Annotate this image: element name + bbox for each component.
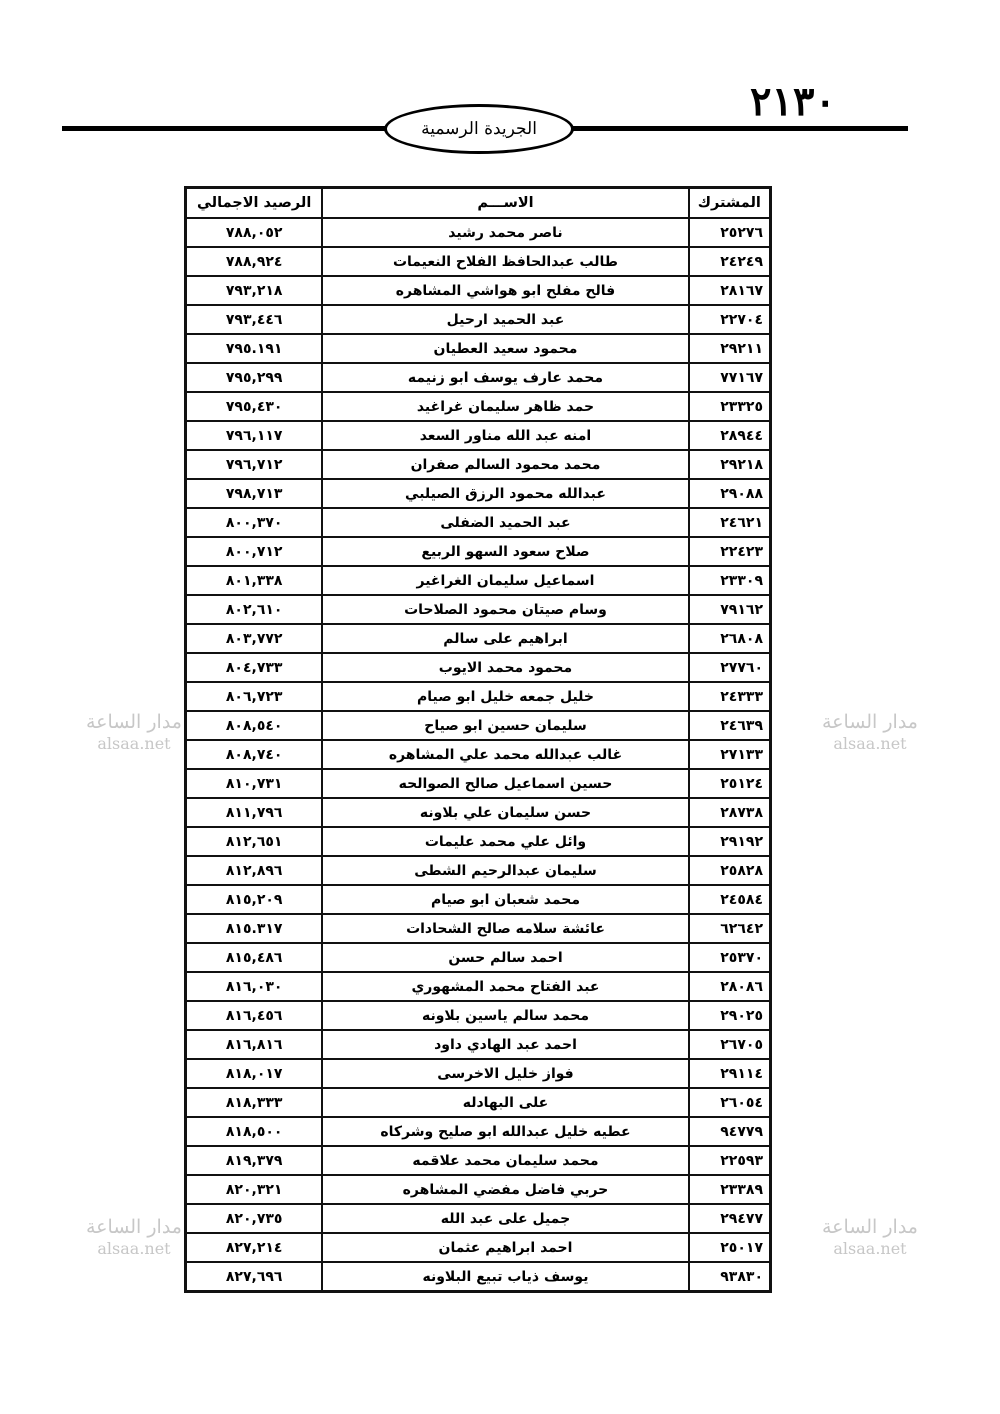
table-row [186,566,770,595]
subscriber-number: ٢٦٨٠٨ [689,624,770,653]
subscriber-number: ٢٥٨٢٨ [689,856,770,885]
subscriber-name: وسام صيتان محمود الصلاحات [322,595,688,624]
total-balance: ٨١٨,٣٣٣ [186,1088,322,1117]
subscriber-name: صلاح سعود السهو الربيع [322,537,688,566]
table-row [186,827,770,856]
subscriber-name: عبد الحميد ارحيل [322,305,688,334]
subscriber-number: ٢٧٧٦٠ [689,653,770,682]
total-balance: ٨١٦,٤٥٦ [186,1001,322,1030]
total-balance: ٧٨٨,٠٥٢ [186,218,322,247]
total-balance: ٨١٥.٣١٧ [186,914,322,943]
watermark-left-bottom [86,1216,182,1260]
subscriber-number: ٢٤٥٨٤ [689,885,770,914]
header-subscriber: المشترك [689,188,770,218]
subscriber-number: ٢٥٣٧٠ [689,943,770,972]
total-balance: ٨٢٠,٧٣٥ [186,1204,322,1233]
total-balance: ٨١٢,٦٥١ [186,827,322,856]
table-row [186,305,770,334]
subscriber-number: ٢٥٠١٧ [689,1233,770,1262]
table-row [186,479,770,508]
subscriber-number: ٢٣٣٨٩ [689,1175,770,1204]
total-balance: ٨١٩,٣٧٩ [186,1146,322,1175]
subscriber-name: عائشة سلامه صالح الشحادات [322,914,688,943]
subscriber-name: ابراهيم على سالم [322,624,688,653]
subscriber-name: امنه عبد الله مناور السعد [322,421,688,450]
table-row [186,1233,770,1262]
table-row [186,1059,770,1088]
subscriber-name: محمد محمود السالم صفران [322,450,688,479]
subscriber-number: ٢٥١٢٤ [689,769,770,798]
watermark-right-top [822,711,918,755]
subscriber-name: جميل على عبد الله [322,1204,688,1233]
total-balance: ٧٩٥,٤٣٠ [186,392,322,421]
table-row [186,1117,770,1146]
subscriber-name: محمود سعيد العطيان [322,334,688,363]
total-balance: ٨١٨,٥٠٠ [186,1117,322,1146]
total-balance: ٧٨٨,٩٢٤ [186,247,322,276]
subscriber-name: احمد ابراهيم عثمان [322,1233,688,1262]
table-row [186,740,770,769]
total-balance: ٨٠٨,٥٤٠ [186,711,322,740]
subscriber-number: ٢٥٢٧٦ [689,218,770,247]
table-row [186,450,770,479]
table-row [186,247,770,276]
table-row [186,421,770,450]
subscriber-number: ٢٩٢١٨ [689,450,770,479]
total-balance: ٨١٦,٨١٦ [186,1030,322,1059]
table-row [186,1146,770,1175]
subscriber-name: وائل علي محمد عليمات [322,827,688,856]
subscriber-number: ٢٩٢١١ [689,334,770,363]
table-row [186,653,770,682]
watermark-english: alsaa.net [97,734,171,753]
header-balance: الرصيد الاجمالي [186,188,322,218]
subscriber-name: محمد سليمان محمد علاقمه [322,1146,688,1175]
table-row [186,1030,770,1059]
table-row [186,363,770,392]
table-row [186,334,770,363]
subscriber-number: ٢٩١٩٢ [689,827,770,856]
watermark-english: alsaa.net [97,1239,171,1258]
subscriber-number: ٢٩٠٨٨ [689,479,770,508]
subscriber-name: سليمان عبدالرحيم الشطى [322,856,688,885]
total-balance: ٨٢٠,٣٢١ [186,1175,322,1204]
subscriber-number: ٢٩٤٧٧ [689,1204,770,1233]
total-balance: ٨٠٠,٣٧٠ [186,508,322,537]
table-row [186,276,770,305]
table-row [186,537,770,566]
table-body [186,218,770,1291]
subscriber-name: محمد سالم ياسين بلاونه [322,1001,688,1030]
subscriber-number: ٢٨٩٤٤ [689,421,770,450]
table-row [186,914,770,943]
subscriber-number: ٧٩١٦٢ [689,595,770,624]
subscriber-number: ٢٢٧٠٤ [689,305,770,334]
subscriber-name: فالح مفلح ابو هواشي المشاهره [322,276,688,305]
subscriber-number: ٢٤٣٣٣ [689,682,770,711]
subscriber-name: عبد الحميد الضفلى [322,508,688,537]
subscriber-name: عطيه خليل عبدالله ابو صليح وشركاه [322,1117,688,1146]
total-balance: ٨٠٢,٦١٠ [186,595,322,624]
table-row [186,1262,770,1291]
subscriber-name: عبد الفتاح محمد المشهوري [322,972,688,1001]
subscriber-number: ٢٣٣٠٩ [689,566,770,595]
watermark-arabic: مدار الساعة [822,1216,918,1238]
total-balance: ٨١٢,٨٩٦ [186,856,322,885]
subscriber-number: ٢٢٤٢٣ [689,537,770,566]
subscriber-name: حسين اسماعيل صالح الصوالحه [322,769,688,798]
subscriber-number: ٢٦٠٥٤ [689,1088,770,1117]
total-balance: ٧٩٣,٤٤٦ [186,305,322,334]
subscriber-name: احمد عبد الهادي داود [322,1030,688,1059]
subscriber-name: احمد سالم حسن [322,943,688,972]
watermark-english: alsaa.net [833,734,907,753]
subscriber-number: ٢٨٠٨٦ [689,972,770,1001]
table-row [186,769,770,798]
total-balance: ٨١٥,٤٨٦ [186,943,322,972]
watermark-right-bottom [822,1216,918,1260]
table-row [186,508,770,537]
subscriber-name: غالب عبدالله محمد علي المشاهره [322,740,688,769]
subscriber-number: ٢٤٦٣٩ [689,711,770,740]
table-row [186,1088,770,1117]
subscriber-name: فواز خليل الاخرسى [322,1059,688,1088]
subscriber-number: ٢٩٠٢٥ [689,1001,770,1030]
total-balance: ٨٢٧,٦٩٦ [186,1262,322,1291]
table-row [186,856,770,885]
subscriber-name: حمد ظاهر سليمان غراغيد [322,392,688,421]
total-balance: ٧٩٥,٢٩٩ [186,363,322,392]
subscriber-number: ٧٧١٦٧ [689,363,770,392]
subscriber-number: ٢٦٧٠٥ [689,1030,770,1059]
subscriber-number: ٢٤٢٤٩ [689,247,770,276]
subscriber-name: محمد شعبان ابو صيام [322,885,688,914]
total-balance: ٨١١,٧٩٦ [186,798,322,827]
subscriber-name: على البهادله [322,1088,688,1117]
subscriber-number: ٢٤٦٢١ [689,508,770,537]
total-balance: ٧٩٦,٧١٢ [186,450,322,479]
table-row [186,798,770,827]
table-row [186,943,770,972]
subscriber-number: ٢٩١١٤ [689,1059,770,1088]
table-row [186,1204,770,1233]
subscriber-name: خليل جمعه خليل ابو صيام [322,682,688,711]
table-row [186,392,770,421]
subscriber-name: ناصر محمد رشيد [322,218,688,247]
table-row [186,1001,770,1030]
watermark-left-top [86,711,182,755]
total-balance: ٧٩٣,٢١٨ [186,276,322,305]
subscriber-name: يوسف ذياب تبيع البلاونه [322,1262,688,1291]
subscriber-number: ٢٣٣٢٥ [689,392,770,421]
subscriber-number: ٢٨١٦٧ [689,276,770,305]
table-row [186,711,770,740]
subscriber-name: سليمان حسين ابو صياح [322,711,688,740]
table-row [186,1175,770,1204]
publication-title: الجريدة الرسمية [384,104,574,154]
total-balance: ٧٩٥.١٩١ [186,334,322,363]
total-balance: ٨٠٨,٧٤٠ [186,740,322,769]
watermark-arabic: مدار الساعة [86,711,182,733]
total-balance: ٧٩٨,٧١٣ [186,479,322,508]
table-row [186,682,770,711]
table-header-row [186,188,770,218]
watermark-english: alsaa.net [833,1239,907,1258]
table-row [186,972,770,1001]
header-name: الاســـم [322,188,688,218]
subscriber-name: طالب عبدالحافظ الفلاح النعيمات [322,247,688,276]
table-row [186,624,770,653]
total-balance: ٨٠٣,٧٧٢ [186,624,322,653]
total-balance: ٨٠١,٣٣٨ [186,566,322,595]
subscriber-number: ٩٣٨٣٠ [689,1262,770,1291]
table-row [186,595,770,624]
subscriber-number: ٦٢٦٤٢ [689,914,770,943]
total-balance: ٨٠٦,٧٢٣ [186,682,322,711]
watermark-arabic: مدار الساعة [86,1216,182,1238]
total-balance: ٨٢٧,٢١٤ [186,1233,322,1262]
subscriber-number: ٩٤٧٧٩ [689,1117,770,1146]
page-number: ٢١٣٠ [750,78,836,125]
total-balance: ٨٠٤,٧٣٣ [186,653,322,682]
total-balance: ٨١٦,٠٣٠ [186,972,322,1001]
subscriber-name: اسماعيل سليمان الغراغير [322,566,688,595]
subscriber-number: ٢٨٧٣٨ [689,798,770,827]
table-row [186,885,770,914]
total-balance: ٨١٠,٧٣١ [186,769,322,798]
total-balance: ٨١٨,٠١٧ [186,1059,322,1088]
subscriber-number: ٢٧١٣٣ [689,740,770,769]
subscriber-name: حسن سليمان علي بلاونه [322,798,688,827]
total-balance: ٨١٥,٢٠٩ [186,885,322,914]
subscriber-balance-table [184,186,772,1293]
subscriber-number: ٢٢٥٩٣ [689,1146,770,1175]
subscriber-name: عبدالله محمود الرزق الصيلبي [322,479,688,508]
total-balance: ٧٩٦,١١٧ [186,421,322,450]
subscriber-name: حربي فاضل مفضي المشاهره [322,1175,688,1204]
table-row [186,218,770,247]
subscriber-name: محمد عارف يوسف ابو زنيمه [322,363,688,392]
subscriber-name: محمود محمد الايوب [322,653,688,682]
watermark-arabic: مدار الساعة [822,711,918,733]
total-balance: ٨٠٠,٧١٢ [186,537,322,566]
